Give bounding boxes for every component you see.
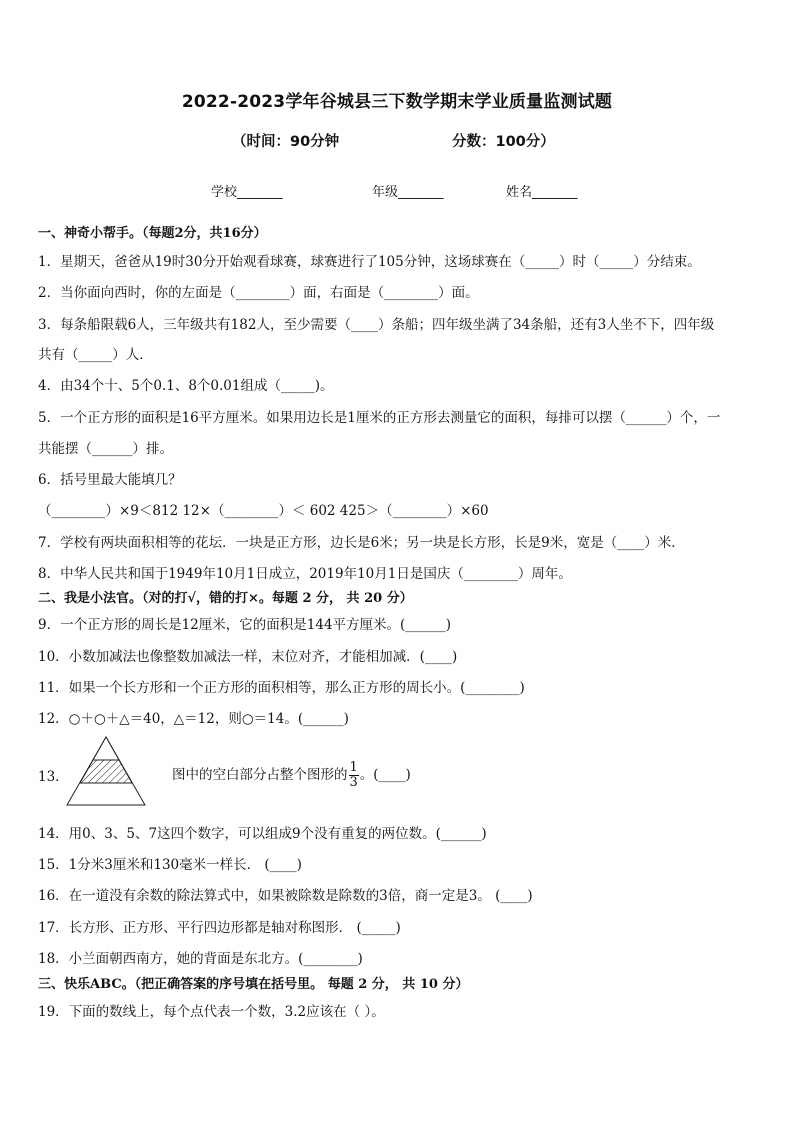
question-2: 2．当你面向西时，你的左面是（________）面，右面是（________）面。: [38, 285, 479, 301]
question-6-items: （________）×9＜812 12×（________）＜ 602 425＞（________）×60: [38, 503, 489, 519]
fraction-one-third: $\frac{1}{3}$: [349, 760, 358, 790]
question-3: 3．每条船限载6人，三年级共有182人，至少需要（____）条船；四年级坐满了34条船，还有3人坐不下，四年级: [38, 317, 715, 333]
question-13-blank: 。(____): [359, 767, 411, 783]
question-14: 14．用0、3、5、7这四个数字，可以组成9个没有重复的两位数。(______): [38, 826, 487, 842]
section-1-heading: 一、神奇小帮手。（每题2分，共16分）: [38, 226, 267, 241]
triangle-figure-icon: [65, 735, 147, 807]
exam-time: （时间：90分钟: [232, 134, 340, 150]
question-3-cont: 共有（_____）人．: [38, 347, 153, 363]
question-17: 17．长方形、正方形、平行四边形都是轴对称图形． (_____): [38, 920, 401, 936]
question-8: 8．中华人民共和国于1949年10月1日成立，2019年10月1日是国庆（________）周年。: [38, 566, 572, 582]
name-field: 姓名_______: [506, 185, 578, 200]
question-13-text: [172, 761, 411, 790]
question-19: 19．下面的数线上，每个点代表一个数，3.2应该在（ ）。: [38, 1004, 385, 1020]
question-7: 7．学校有两块面积相等的花坛．一块是正方形，边长是6米；另一块是长方形，长是9米，宽是（____）米．: [38, 535, 685, 551]
question-4: 4．由34个十、5个0.1、8个0.01组成（_____)。: [38, 378, 334, 394]
question-13-prompt: 图中的空白部分占整个图形的: [172, 767, 348, 783]
section-3-heading: 三、快乐ABC。（把正确答案的序号填在括号里。 每题 2 分， 共 10 分）: [38, 977, 469, 992]
question-5-cont: 共能摆（______）排。: [38, 441, 173, 457]
question-13-number: 13．: [38, 769, 69, 785]
question-9: 9．一个正方形的周长是12厘米，它的面积是144平方厘米。(______): [38, 617, 452, 633]
question-6: 6．括号里最大能填几？: [38, 472, 182, 488]
question-11: 11．如果一个长方形和一个正方形的面积相等，那么正方形的周长小。(________): [38, 680, 525, 696]
question-5: 5．一个正方形的面积是16平方厘米。如果用边长是1厘米的正方形去测量它的面积，每排可以摆（______）个，一: [38, 410, 721, 426]
grade-field: 年级_______: [372, 185, 444, 200]
question-1: 1．星期天，爸爸从19时30分开始观看球赛，球赛进行了105分钟，这场球赛在（_____）时（_____）分结束。: [38, 254, 701, 270]
question-18: 18．小兰面朝西南方，她的背面是东北方。(________): [38, 951, 363, 967]
question-15: 15．1分米3厘米和130毫米一样长． (____): [38, 857, 302, 873]
school-field: 学校_______: [211, 185, 283, 200]
question-12: 12．○＋○＋△＝40，△＝12，则○＝14。(______): [38, 711, 349, 727]
section-2-heading: 二、我是小法官。（对的打√，错的打×。每题 2 分， 共 20 分）: [38, 591, 413, 606]
exam-score: 分数：100分）: [452, 134, 555, 150]
question-16: 16．在一道没有余数的除法算式中，如果被除数是除数的3倍，商一定是3。 (____): [38, 888, 533, 904]
question-10: 10．小数加减法也像整数加减法一样，末位对齐，才能相加减．(____): [38, 649, 458, 665]
page-title: 2022-2023学年谷城县三下数学期末学业质量监测试题: [181, 92, 613, 112]
